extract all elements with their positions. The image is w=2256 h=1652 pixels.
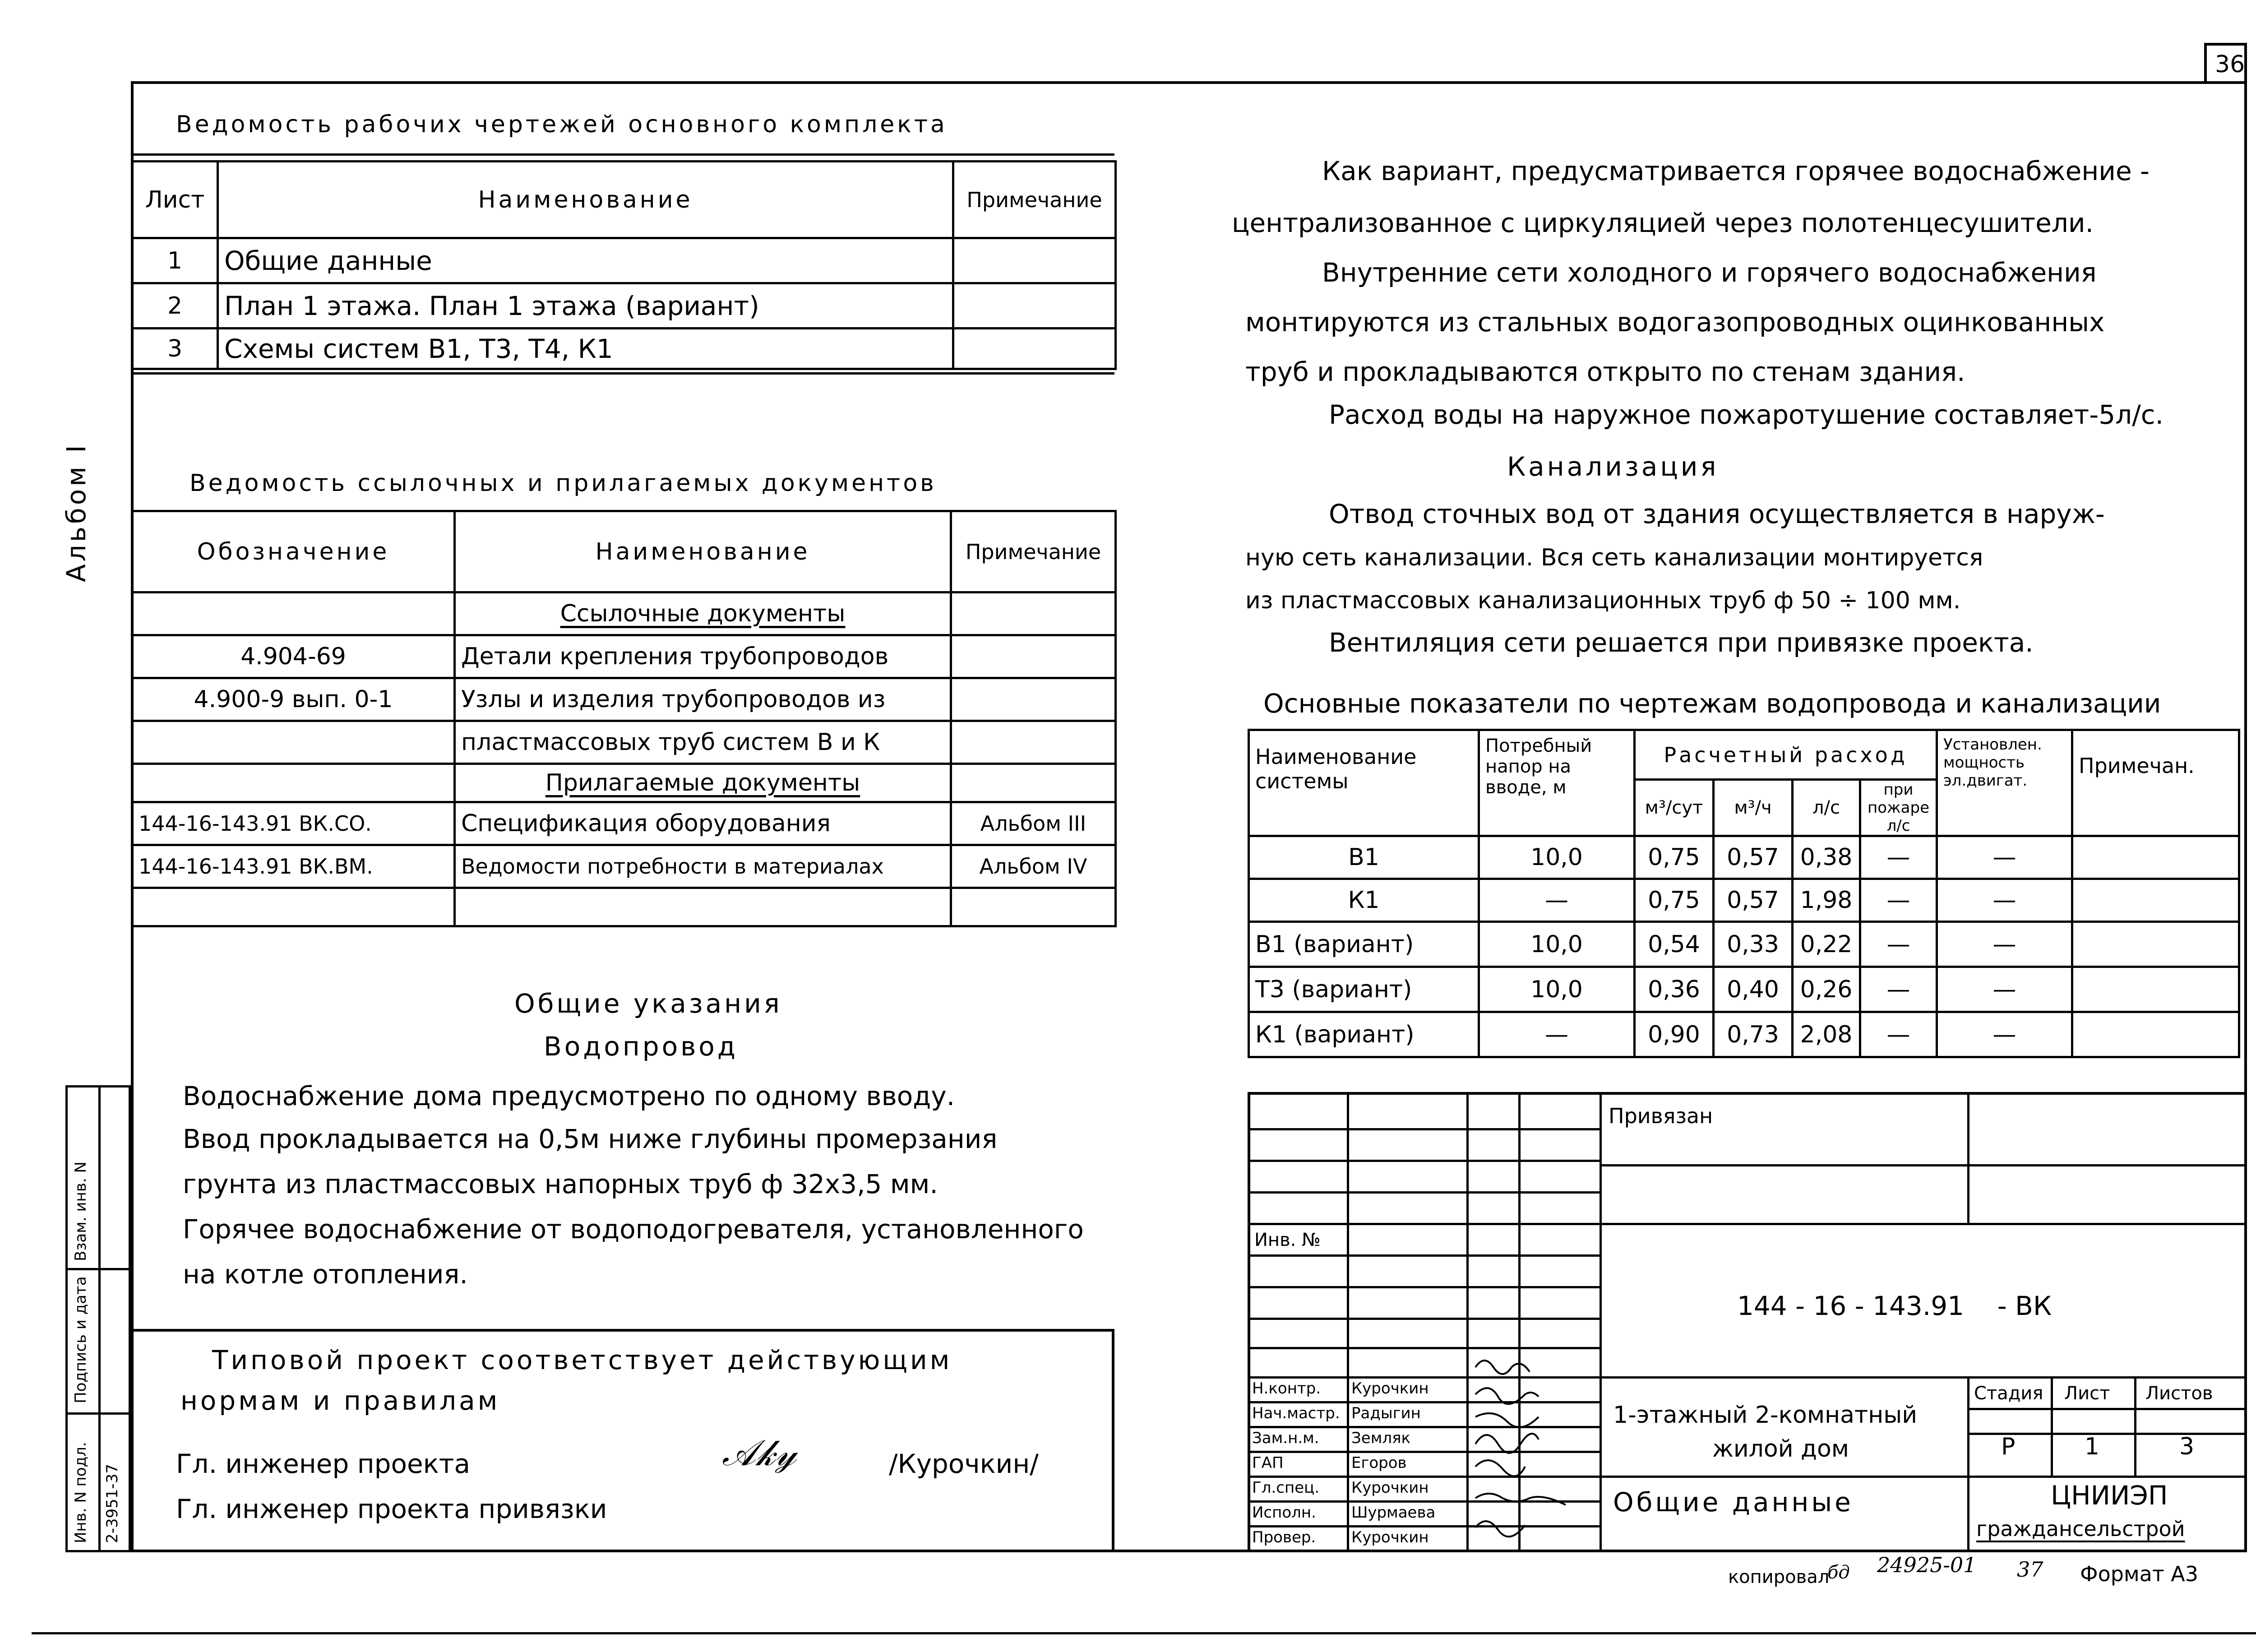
table-row-cell: 10,0 xyxy=(1479,967,1635,1012)
ind-header-pressure: Потребный напор на вводе, м xyxy=(1479,730,1635,836)
table-row-cell: 10,0 xyxy=(1479,922,1635,967)
ind-header-m3h: м³/ч xyxy=(1714,780,1793,836)
table-row-cell: 0,36 xyxy=(1635,967,1714,1012)
table-row-cell: К1 xyxy=(1249,879,1479,922)
tb-col-line xyxy=(1967,1092,1969,1223)
side-stamp-vzam: Взам. инв. N xyxy=(72,1161,90,1261)
table-row-cell: 2,08 xyxy=(1793,1012,1860,1057)
table-row-cell xyxy=(951,635,1116,678)
ind-header-ls: л/с xyxy=(1793,780,1860,836)
table-row-cell: — xyxy=(1937,836,2072,879)
tb-object-2: жилой дом xyxy=(1712,1435,1849,1462)
table-row-cell: — xyxy=(1860,922,1937,967)
right-line-1: Как вариант, предусматривается горячее водоснабжение - xyxy=(1322,156,2150,186)
table-row-cell: План 1 этажа. План 1 этажа (вариант) xyxy=(218,283,953,329)
footer-copied: копировал xyxy=(1728,1567,1830,1587)
footer-format: Формат А3 xyxy=(2080,1562,2198,1586)
footer-copied-number: 24925-01 xyxy=(1877,1553,1977,1577)
table-row xyxy=(1249,836,2239,879)
table-row-cell: 4.904-69 xyxy=(132,635,455,678)
table-row-cell xyxy=(951,678,1116,721)
page-number-box xyxy=(2204,43,2247,83)
table-row-cell: 0,40 xyxy=(1714,967,1793,1012)
table-row xyxy=(1249,922,2239,967)
right-line-4: монтируются из стальных водогазопроводных оцинкованных xyxy=(1245,307,2105,338)
tb-row-line xyxy=(1967,1408,2247,1410)
general-line-3: грунта из пластмассовых напорных труб ф 32х3,5 мм. xyxy=(183,1169,938,1199)
table-row-cell: — xyxy=(1937,922,2072,967)
general-title: Общие указания xyxy=(514,988,782,1019)
tb-lists-header: Листов xyxy=(2145,1383,2213,1404)
kanalizacia-title: Канализация xyxy=(1507,451,1719,482)
footer-copied-signature: бд xyxy=(1827,1562,1850,1583)
table-row xyxy=(1249,879,2239,922)
side-stamp-inv-value: 2-3951-37 xyxy=(103,1464,121,1543)
tb-row-line xyxy=(1248,1128,1600,1130)
table-row-cell: 3 xyxy=(132,329,218,369)
refs-table xyxy=(131,510,1117,927)
table-row-cell: Узлы и изделия трубопроводов из xyxy=(455,678,951,721)
table-row-cell: 1 xyxy=(132,238,218,283)
table-row xyxy=(1249,1012,2239,1057)
right-line-5: труб и прокладываются открыто по стенам здания. xyxy=(1245,356,1965,387)
role-label: Зам.н.м. xyxy=(1252,1429,1319,1447)
sheets-header-note: Примечание xyxy=(953,162,1116,238)
table-row-cell xyxy=(2072,836,2239,879)
tb-stage-header: Стадия xyxy=(1974,1383,2043,1404)
role-label: ГАП xyxy=(1252,1454,1284,1472)
tb-row-line xyxy=(1600,1164,2247,1166)
general-subtitle: Водопровод xyxy=(544,1031,738,1062)
table-row-cell: Схемы систем В1, Т3, Т4, К1 xyxy=(218,329,953,369)
side-stamp-inv-podl: Инв. N подл. xyxy=(72,1442,90,1543)
footer-copied-number-2: 37 xyxy=(2017,1557,2043,1582)
tb-row-line xyxy=(1248,1376,2247,1379)
table-row-cell: Ведомости потребности в материалах xyxy=(455,845,951,888)
side-stamp-signature-date: Подпись и дата xyxy=(72,1276,90,1403)
refs-section-attached: Прилагаемые документы xyxy=(455,764,951,802)
table-row-cell: — xyxy=(1860,1012,1937,1057)
kan-line-3: из пластмассовых канализационных труб ф 50 ÷ 100 мм. xyxy=(1245,587,1961,614)
general-line-5: на котле отопления. xyxy=(183,1259,468,1290)
table-row-cell xyxy=(953,283,1116,329)
table-row-cell: 0,33 xyxy=(1714,922,1793,967)
table-row-cell: В1 xyxy=(1249,836,1479,879)
refs-header-note: Примечание xyxy=(951,511,1116,592)
role-name: Курочкин xyxy=(1351,1479,1429,1497)
table-row-cell: 0,57 xyxy=(1714,836,1793,879)
table-row-cell: — xyxy=(1937,967,2072,1012)
table-row-cell: пластмассовых труб систем В и К xyxy=(455,721,951,764)
role-name: Курочкин xyxy=(1351,1379,1429,1397)
table-row-cell: — xyxy=(1860,967,1937,1012)
side-stamp xyxy=(65,1085,131,1552)
table-row-cell: 144-16-143.91 ВК.СО. xyxy=(132,802,455,845)
table-row-cell xyxy=(2072,879,2239,922)
table-row-cell: — xyxy=(1479,879,1635,922)
tb-row-line xyxy=(1248,1476,2247,1478)
right-line-2: централизованное с циркуляцией через полотенцесушители. xyxy=(1232,208,2094,238)
tb-col-line xyxy=(2051,1376,2053,1476)
table-row-cell: 144-16-143.91 ВК.ВМ. xyxy=(132,845,455,888)
ind-header-power: Установлен. мощность эл.двигат. xyxy=(1937,730,2072,836)
chief-engineer-label: Гл. инженер проекта xyxy=(176,1448,470,1479)
right-line-3: Внутренние сети холодного и горячего водоснабжения xyxy=(1322,257,2097,288)
role-name: Земляк xyxy=(1351,1429,1411,1447)
refs-table-title: Ведомость ссылочных и прилагаемых документов xyxy=(190,470,937,497)
tb-object-1: 1-этажный 2-комнатный xyxy=(1613,1402,1918,1429)
role-label: Гл.спец. xyxy=(1252,1479,1320,1497)
ind-header-system: Наименование системы xyxy=(1249,730,1479,836)
role-label: Исполн. xyxy=(1252,1504,1316,1522)
ind-header-note: Примечан. xyxy=(2072,730,2239,836)
sheets-title-rule xyxy=(131,153,1114,156)
table-row-cell: 0,90 xyxy=(1635,1012,1714,1057)
tb-row-line xyxy=(1248,1223,2247,1225)
tb-org-1: ЦНИИЭП xyxy=(2051,1480,2168,1511)
tb-inv-no: Инв. № xyxy=(1254,1230,1321,1250)
table-row-cell: 2 xyxy=(132,283,218,329)
tb-row-line xyxy=(1248,1254,1600,1257)
table-row-cell: 0,26 xyxy=(1793,967,1860,1012)
general-line-1: Водоснабжение дома предусмотрено по одному вводу. xyxy=(183,1081,955,1111)
chief-engineer-signature: 𝒜𝓀𝓎 xyxy=(722,1432,797,1474)
tb-org-2: граждансельстрой xyxy=(1976,1517,2185,1541)
table-row-cell xyxy=(132,721,455,764)
table-row-cell: К1 (вариант) xyxy=(1249,1012,1479,1057)
role-name: Егоров xyxy=(1351,1454,1407,1472)
table-row-cell: 10,0 xyxy=(1479,836,1635,879)
table-row-cell: — xyxy=(1479,1012,1635,1057)
refs-section-referenced: Ссылочные документы xyxy=(455,592,951,635)
sheets-table-title: Ведомость рабочих чертежей основного комплекта xyxy=(176,111,948,138)
tb-lists: 3 xyxy=(2179,1433,2195,1460)
table-row-cell: Спецификация оборудования xyxy=(455,802,951,845)
table-row-cell xyxy=(2072,967,2239,1012)
refs-header-name: Наименование xyxy=(455,511,951,592)
kan-line-2: ную сеть канализации. Вся сеть канализации монтируется xyxy=(1245,544,1983,571)
kan-line-4: Вентиляция сети решается при привязке проекта. xyxy=(1329,627,2034,658)
tb-row-line xyxy=(1248,1318,1600,1320)
role-name: Курочкин xyxy=(1351,1528,1429,1546)
sheets-bottom-rule xyxy=(131,372,1114,375)
tb-privyazan: Привязан xyxy=(1609,1104,1713,1128)
table-row-cell: — xyxy=(1860,879,1937,922)
role-label: Н.контр. xyxy=(1252,1379,1321,1397)
table-row-cell: 0,75 xyxy=(1635,879,1714,922)
chief-engineer-name: /Курочкин/ xyxy=(889,1448,1039,1479)
binding-engineer-label: Гл. инженер проекта привязки xyxy=(176,1494,607,1524)
sheets-header-name: Наименование xyxy=(218,162,953,238)
refs-header-designation: Обозначение xyxy=(132,511,455,592)
tb-row-line xyxy=(1248,1286,1600,1288)
table-row xyxy=(1249,967,2239,1012)
tb-list-header: Лист xyxy=(2064,1383,2110,1404)
table-row-cell xyxy=(953,238,1116,283)
ind-header-flow: Расчетный расход xyxy=(1635,730,1937,780)
table-row-cell: Альбом IV xyxy=(951,845,1116,888)
table-row-cell: Детали крепления трубопроводов xyxy=(455,635,951,678)
sheets-header-sheet: Лист xyxy=(132,162,218,238)
table-row-cell: — xyxy=(1937,879,2072,922)
table-row-cell: В1 (вариант) xyxy=(1249,922,1479,967)
album-label: Альбом I xyxy=(61,442,92,582)
table-row-cell: 0,57 xyxy=(1714,879,1793,922)
tb-row-line xyxy=(1248,1191,1600,1194)
tb-row-line xyxy=(1248,1160,1600,1162)
tb-sheet-name: Общие данные xyxy=(1613,1487,1854,1518)
kan-line-1: Отвод сточных вод от здания осуществляется в наруж- xyxy=(1329,499,2105,529)
bottom-rule xyxy=(32,1632,2256,1634)
typical-line-2: нормам и правилам xyxy=(180,1385,500,1416)
table-row-cell: Альбом III xyxy=(951,802,1116,845)
tb-col-line xyxy=(2134,1376,2136,1476)
ind-header-m3day: м³/сут xyxy=(1635,780,1714,836)
table-row-cell: 0,73 xyxy=(1714,1012,1793,1057)
table-row-cell xyxy=(951,721,1116,764)
table-row-cell: 0,75 xyxy=(1635,836,1714,879)
table-row-cell: 0,22 xyxy=(1793,922,1860,967)
table-row-cell xyxy=(953,329,1116,369)
page-number: 36 xyxy=(2215,51,2245,78)
role-name: Шурмаева xyxy=(1351,1504,1436,1522)
table-row-cell: 1,98 xyxy=(1793,879,1860,922)
table-row-cell: 0,54 xyxy=(1635,922,1714,967)
signatures-graphic xyxy=(1466,1349,1602,1552)
table-row-cell: 0,38 xyxy=(1793,836,1860,879)
tb-code: 144 - 16 - 143.91 - ВК xyxy=(1737,1291,2052,1321)
ind-header-fire: при пожаре л/с xyxy=(1860,780,1937,836)
general-line-4: Горячее водоснабжение от водоподогревателя, установленного xyxy=(183,1214,1084,1245)
role-label: Нач.мастр. xyxy=(1252,1404,1340,1422)
table-row-cell: 4.900-9 вып. 0-1 xyxy=(132,678,455,721)
table-row-cell xyxy=(2072,1012,2239,1057)
sheets-table xyxy=(131,160,1117,370)
right-line-6: Расход воды на наружное пожаротушение составляет-5л/с. xyxy=(1329,399,2164,430)
tb-col-line xyxy=(1967,1376,1969,1552)
table-row-cell xyxy=(2072,922,2239,967)
table-row-cell: — xyxy=(1860,836,1937,879)
indicators-table xyxy=(1248,729,2240,1058)
table-row-cell: — xyxy=(1937,1012,2072,1057)
tb-stage: Р xyxy=(2001,1433,2016,1460)
typical-line-1: Типовой проект соответствует действующим xyxy=(212,1345,952,1375)
table-row-cell: Т3 (вариант) xyxy=(1249,967,1479,1012)
general-line-2: Ввод прокладывается на 0,5м ниже глубины промерзания xyxy=(183,1124,998,1154)
tb-list: 1 xyxy=(2085,1433,2100,1460)
indicators-title: Основные показатели по чертежам водопровода и канализации xyxy=(1263,688,2161,719)
table-row-cell: Общие данные xyxy=(218,238,953,283)
role-name: Радыгин xyxy=(1351,1404,1421,1422)
role-label: Провер. xyxy=(1252,1528,1316,1546)
